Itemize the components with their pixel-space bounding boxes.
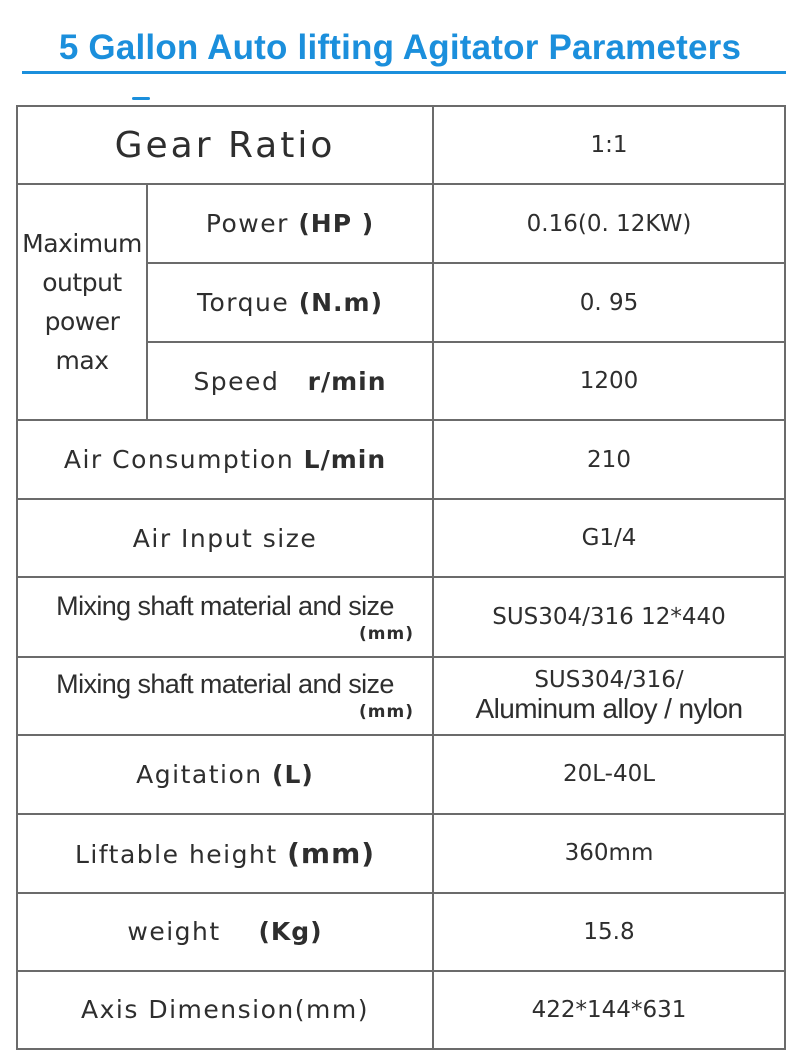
table-row — [17, 971, 785, 1049]
air-input-size-label: Air Input size — [17, 499, 433, 577]
max-output-power-group-label: Maximum output power max — [17, 184, 147, 420]
torque-value: 0. 95 — [433, 263, 785, 342]
mixing-shaft-label: Mixing shaft material and size (mm) — [17, 577, 433, 656]
mixing-shaft-label: Mixing shaft material and size (mm) — [17, 657, 433, 735]
air-consumption-value: 210 — [433, 420, 785, 499]
mixing-shaft-value: SUS304/316/ Aluminum alloy / nylon — [433, 657, 785, 735]
air-input-size-value: G1/4 — [433, 499, 785, 577]
agitation-value: 20L-40L — [433, 735, 785, 814]
speed-label: Speed r/min — [147, 342, 433, 420]
air-consumption-label: Air Consumption L/min — [17, 420, 433, 499]
weight-label: weight (Kg) — [17, 893, 433, 971]
title-underline — [22, 71, 786, 74]
parameters-table — [16, 105, 786, 1050]
power-value: 0.16(0. 12KW) — [433, 184, 785, 263]
weight-value: 15.8 — [433, 893, 785, 971]
axis-dimension-value: 422*144*631 — [433, 971, 785, 1049]
table-row — [17, 893, 785, 971]
table-row — [17, 184, 785, 263]
power-label: Power (HP ) — [147, 184, 433, 263]
gear-ratio-value: 1:1 — [433, 106, 785, 184]
torque-label: Torque (N.m) — [147, 263, 433, 342]
table-row — [17, 577, 785, 656]
table-row — [17, 735, 785, 814]
table-row — [17, 106, 785, 184]
mixing-shaft-value: SUS304/316 12*440 — [433, 577, 785, 656]
speed-value: 1200 — [433, 342, 785, 420]
liftable-height-label: Liftable height (mm) — [17, 814, 433, 893]
agitation-label: Agitation (L) — [17, 735, 433, 814]
liftable-height-value: 360mm — [433, 814, 785, 893]
axis-dimension-label: Axis Dimension(mm) — [17, 971, 433, 1049]
table-row — [17, 420, 785, 499]
page-title: 5 Gallon Auto lifting Agitator Parameters — [58, 28, 742, 67]
table-row — [17, 657, 785, 735]
gear-ratio-label: Gear Ratio — [17, 106, 433, 184]
table-row — [17, 814, 785, 893]
table-row — [17, 499, 785, 577]
decorative-dash — [132, 97, 150, 100]
